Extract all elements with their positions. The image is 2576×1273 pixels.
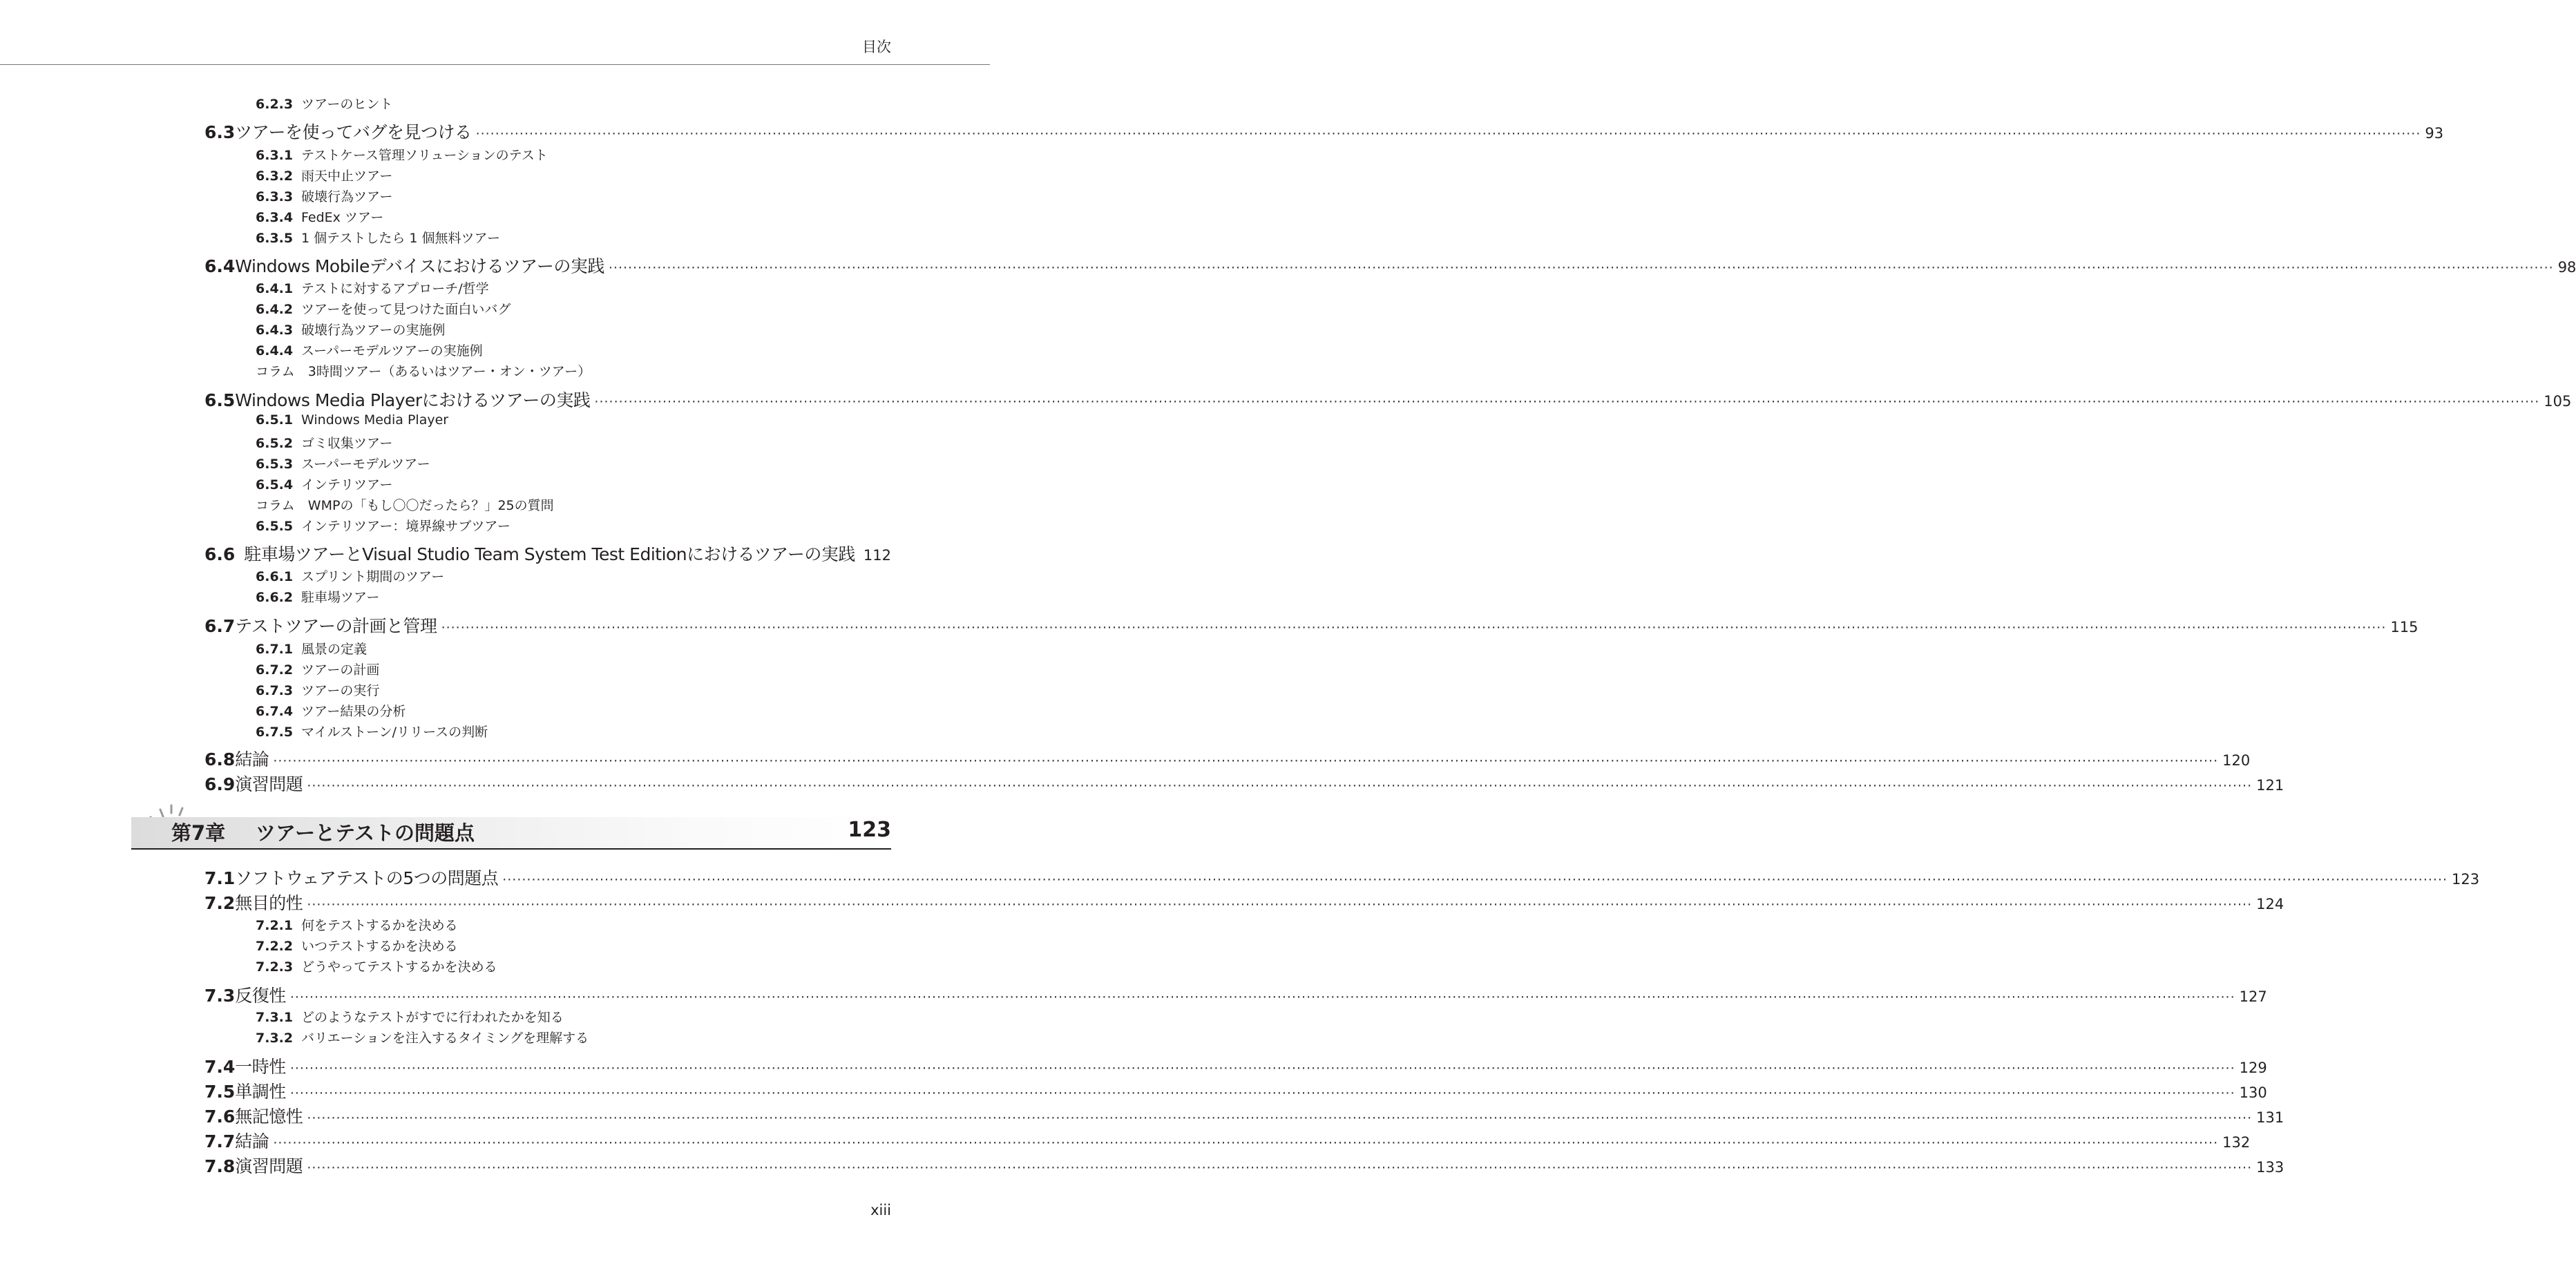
- toc-entry-number: 6.6.2: [256, 590, 294, 605]
- toc-entry-page: 130: [2239, 1084, 2267, 1101]
- toc-entry-title: マイルストーン/リリースの判断: [301, 725, 488, 740]
- toc-entry-page: 124: [2256, 896, 2284, 912]
- toc-leader-dots: ················································································································································································································································································································································································································: [307, 897, 2253, 912]
- toc-section-entry[interactable]: [204, 982, 2267, 1007]
- toc-entry-number: 6.4.2: [256, 302, 294, 317]
- toc-entry-number: 7.8: [204, 1156, 236, 1176]
- toc-entry-title: 単調性: [235, 1082, 286, 1102]
- toc-entry-title: コラム 3時間ツアー（あるいはツアー・オン・ツアー）: [256, 364, 591, 379]
- toc-subsection-entry[interactable]: [256, 341, 942, 359]
- toc-subsection-entry[interactable]: [256, 207, 942, 226]
- toc-subsection-entry[interactable]: [256, 680, 942, 699]
- toc-subsection-entry[interactable]: [256, 454, 942, 472]
- toc-entry-number: 7.7: [204, 1131, 236, 1151]
- toc-section-entry[interactable]: [204, 1053, 2267, 1078]
- toc-entry-title: ツアーの実行: [301, 683, 380, 698]
- toc-entry-number: 6.3.3: [256, 189, 294, 204]
- toc-entry-title: 破壊行為ツアーの実施例: [301, 323, 446, 338]
- toc-entry-page: 121: [2256, 777, 2284, 794]
- toc-entry-number: 7.6: [204, 1107, 236, 1127]
- toc-subsection-entry[interactable]: [256, 145, 942, 164]
- toc-entry-page: 120: [2222, 752, 2251, 769]
- toc-leader-dots: ················································································································································································································································································································································································································: [475, 126, 2421, 142]
- toc-subsection-entry[interactable]: [256, 320, 942, 338]
- toc-entry-number: 6.8: [204, 749, 236, 769]
- toc-entry-title: コラム WMPの「もし〇〇だったら？」25の質問: [256, 498, 554, 513]
- toc-entry-number: 7.3.2: [256, 1031, 294, 1046]
- toc-section-entry[interactable]: [204, 890, 2284, 915]
- chapter-heading-band: [131, 817, 891, 848]
- toc-entry-title: バリエーションを注入するタイミングを理解する: [301, 1031, 589, 1046]
- toc-entry-number: 6.7.5: [256, 725, 294, 740]
- toc-entry-page: 123: [2452, 871, 2480, 888]
- toc-entry-number: 6.3.2: [256, 169, 294, 184]
- toc-subsection-entry[interactable]: [256, 412, 942, 428]
- toc-entry-number: 6.6.1: [256, 569, 294, 584]
- toc-subsection-entry[interactable]: [256, 1007, 942, 1026]
- toc-leader-dots: ················································································································································································································································································································································································································: [594, 394, 2540, 410]
- toc-entry-number: 7.5: [204, 1082, 236, 1102]
- chapter-title: ツアーとテストの問題点: [256, 821, 475, 845]
- toc-section-entry[interactable]: [204, 746, 2251, 771]
- toc-section-entry[interactable]: [204, 771, 2284, 796]
- toc-subsection-entry[interactable]: [256, 186, 942, 205]
- toc-leader-dots: ················································································································································································································································································································································································································: [307, 778, 2253, 794]
- toc-section-entry[interactable]: [204, 253, 2576, 278]
- toc-entry-title: いつテストするかを決める: [301, 939, 458, 954]
- toc-entry-number: 6.4.4: [256, 343, 294, 358]
- toc-entry-title: 演習問題: [235, 1156, 303, 1176]
- toc-entry-number: 6.3.5: [256, 231, 294, 246]
- toc-entry-title: ツアーのヒント: [301, 97, 393, 112]
- toc-section-entry[interactable]: [204, 541, 891, 566]
- toc-entry-number: 7.3.1: [256, 1010, 294, 1025]
- toc-entry-title: 駐車場ツアーとVisual Studio Team System Test Editionにおけるツアーの実践: [244, 544, 855, 564]
- toc-entry-title: スーパーモデルツアーの実施例: [301, 343, 483, 358]
- toc-entry-number: 6.4.1: [256, 281, 294, 296]
- toc-entry-number: 7.1: [204, 868, 236, 888]
- toc-entry-title: どのようなテストがすでに行われたかを知る: [301, 1010, 564, 1025]
- toc-entry-number: 7.2: [204, 893, 236, 913]
- toc-entry-page: 127: [2239, 988, 2267, 1005]
- toc-section-entry[interactable]: [204, 613, 2418, 638]
- toc-subsection-entry[interactable]: [256, 915, 942, 934]
- toc-entry-number: 6.7.2: [256, 662, 294, 678]
- toc-entry-title: 1 個テストしたら 1 個無料ツアー: [301, 231, 500, 246]
- toc-entry-number: 7.4: [204, 1057, 236, 1077]
- toc-entry-number: 6.6: [204, 544, 236, 564]
- toc-section-entry[interactable]: [204, 865, 2480, 890]
- toc-entry-number: 6.4.3: [256, 323, 294, 338]
- toc-subsection-entry[interactable]: [256, 433, 942, 452]
- chapter-page-number: 123: [848, 818, 891, 842]
- toc-subsection-entry[interactable]: [256, 587, 942, 606]
- chapter-heading-rule: [131, 848, 891, 850]
- toc-subsection-entry[interactable]: [256, 566, 942, 585]
- toc-entry-title: 演習問題: [235, 774, 303, 794]
- chapter-label: 第7章: [171, 821, 226, 845]
- toc-column-entry[interactable]: [256, 495, 942, 514]
- toc-section-entry[interactable]: [204, 1128, 2251, 1153]
- toc-entry-page: 93: [2425, 125, 2444, 142]
- toc-entry-number: 6.7: [204, 616, 236, 636]
- toc-entry-number: 6.3.1: [256, 148, 294, 163]
- toc-entry-title: 風景の定義: [301, 642, 368, 657]
- toc-entry-title: ゴミ収集ツアー: [301, 436, 393, 451]
- toc-entry-number: 6.5.1: [256, 412, 294, 428]
- toc-entry-number: 6.7.3: [256, 683, 294, 698]
- toc-leader-dots: ················································································································································································································································································································································································································: [273, 1136, 2219, 1151]
- toc-entry-title: インテリツアー：境界線サブツアー: [301, 519, 511, 534]
- toc-entry-title: 結論: [235, 1131, 269, 1151]
- toc-section-entry[interactable]: [204, 1153, 2284, 1178]
- toc-entry-title: 何をテストするかを決める: [301, 918, 458, 933]
- toc-section-entry[interactable]: [204, 119, 2444, 144]
- toc-entry-title: スーパーモデルツアー: [301, 457, 430, 472]
- toc-subsection-entry[interactable]: [256, 722, 942, 740]
- toc-entry-number: 6.5.5: [256, 519, 294, 534]
- toc-section-entry[interactable]: [204, 1103, 2284, 1128]
- toc-entry-number: 6.7.1: [256, 642, 294, 657]
- toc-entry-title: 反復性: [235, 986, 286, 1006]
- toc-entry-page: 112: [863, 547, 891, 564]
- toc-entry-title: テストに対するアプローチ/哲学: [301, 281, 489, 296]
- toc-entry-number: 6.3: [204, 122, 236, 142]
- toc-entry-title: FedEx ツアー: [301, 210, 384, 225]
- toc-entry-number: 6.9: [204, 774, 236, 794]
- toc-entry-number: 6.5.3: [256, 457, 294, 472]
- toc-subsection-entry[interactable]: [256, 701, 942, 720]
- toc-entry-number: 6.5.4: [256, 477, 294, 492]
- toc-entry-number: 6.5.2: [256, 436, 294, 451]
- toc-entry-page: 115: [2390, 619, 2418, 635]
- toc-subsection-entry[interactable]: [256, 278, 942, 297]
- toc-entry-number: 7.3: [204, 986, 236, 1006]
- toc-entry-title: 無目的性: [235, 893, 303, 913]
- toc-entry-page: 105: [2544, 393, 2572, 410]
- toc-subsection-entry[interactable]: [256, 94, 942, 113]
- toc-entry-title: Windows Media Player: [301, 412, 449, 428]
- toc-entry-page: 133: [2256, 1159, 2284, 1176]
- toc-entry-number: 6.7.4: [256, 704, 294, 719]
- toc-entry-title: Windows Mobileデバイスにおけるツアーの実践: [235, 256, 604, 276]
- toc-subsection-entry[interactable]: [256, 957, 942, 975]
- toc-entry-title: Windows Media Playerにおけるツアーの実践: [235, 390, 591, 410]
- toc-entry-number: 6.5: [204, 390, 236, 410]
- toc-leader-dots: ················································································································································································································································································································································································································: [502, 872, 2448, 888]
- toc-entry-number: 6.4: [204, 256, 236, 276]
- toc-leader-dots: ················································································································································································································································································································································································································: [608, 260, 2554, 276]
- toc-entry-number: 7.2.3: [256, 959, 294, 975]
- toc-entry-number: 6.2.3: [256, 97, 294, 112]
- toc-entry-number: 7.2.2: [256, 939, 294, 954]
- toc-entry-number: 6.3.4: [256, 210, 294, 225]
- toc-leader-dots: ················································································································································································································································································································································································································: [289, 990, 2235, 1005]
- toc-subsection-entry[interactable]: [256, 639, 942, 658]
- toc-entry-title: ツアー結果の分析: [301, 704, 406, 719]
- toc-subsection-entry[interactable]: [256, 299, 942, 318]
- toc-entry-title: 結論: [235, 749, 269, 769]
- toc-entry-title: ツアーを使って見つけた面白いバグ: [301, 302, 511, 317]
- toc-entry-title: ツアーの計画: [301, 662, 380, 678]
- toc-leader-dots: ················································································································································································································································································································································································································: [441, 620, 2387, 635]
- toc-leader-dots: ················································································································································································································································································································································································································: [307, 1160, 2253, 1176]
- toc-entry-title: 駐車場ツアー: [301, 590, 380, 605]
- toc-subsection-entry[interactable]: [256, 166, 942, 184]
- toc-subsection-entry[interactable]: [256, 936, 942, 955]
- toc-entry-title: 破壊行為ツアー: [301, 189, 393, 204]
- toc-entry-title: ツアーを使ってバグを見つける: [235, 122, 472, 142]
- toc-subsection-entry[interactable]: [256, 228, 942, 247]
- toc-subsection-entry[interactable]: [256, 516, 942, 535]
- toc-subsection-entry[interactable]: [256, 660, 942, 678]
- toc-entry-title: どうやってテストするかを決める: [301, 959, 497, 975]
- toc-entry-title: ソフトウェアテストの5つの問題点: [235, 868, 499, 888]
- page-number: xiii: [870, 1202, 891, 1218]
- toc-entry-page: 131: [2256, 1109, 2284, 1126]
- toc-column-entry[interactable]: [256, 361, 942, 380]
- toc-entry-page: 132: [2222, 1134, 2251, 1151]
- toc-entry-title: スプリント期間のツアー: [301, 569, 445, 584]
- toc-entry-title: 無記憶性: [235, 1107, 303, 1127]
- toc-entry-title: テストツアーの計画と管理: [235, 616, 437, 636]
- running-header-title: 目次: [862, 39, 891, 55]
- toc-entry-number: 7.2.1: [256, 918, 294, 933]
- toc-leader-dots: ················································································································································································································································································································································································································: [273, 754, 2219, 769]
- toc-entry-title: 一時性: [235, 1057, 286, 1077]
- toc-entry-title: テストケース管理ソリューションのテスト: [301, 148, 548, 163]
- toc-entry-page: 129: [2239, 1060, 2267, 1076]
- toc-section-entry[interactable]: [204, 387, 2572, 412]
- toc-subsection-entry[interactable]: [256, 1028, 942, 1046]
- toc-leader-dots: ················································································································································································································································································································································································································: [289, 1086, 2235, 1101]
- toc-entry-page: 98: [2557, 259, 2576, 276]
- toc-section-entry[interactable]: [204, 1078, 2267, 1103]
- toc-leader-dots: ················································································································································································································································································································································································································: [307, 1111, 2253, 1126]
- toc-subsection-entry[interactable]: [256, 475, 942, 493]
- toc-entry-title: 雨天中止ツアー: [301, 169, 393, 184]
- toc-entry-title: インテリツアー: [301, 477, 393, 492]
- toc-leader-dots: ················································································································································································································································································································································································································: [289, 1061, 2235, 1076]
